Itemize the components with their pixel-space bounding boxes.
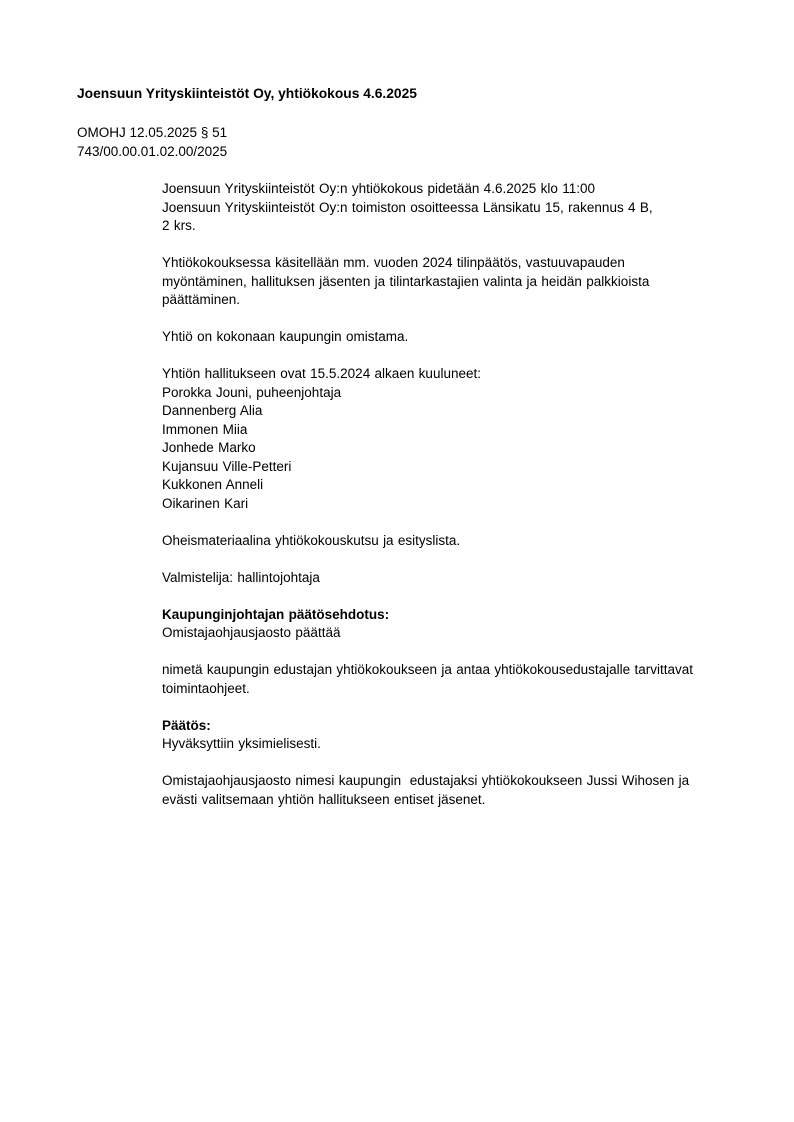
paragraph [162,772,752,809]
meta-line: OMOHJ 12.05.2025 § 51 [77,125,228,140]
text-line: Joensuun Yrityskiinteistöt Oy:n toimiston osoitteessa Länsikatu 15, rakennus 4 B, [162,199,653,215]
text-line: myöntäminen, hallituksen jäsenten ja tilintarkastajien valinta ja heidän palkkioista [162,273,650,289]
document-meta [77,124,227,161]
text-line: Kujansuu Ville-Petteri [162,458,292,474]
text-line: Yhtiö on kokonaan kaupungin omistama. [162,329,409,344]
text-line: Hyväksyttiin yksimielisesti. [162,736,321,751]
paragraph-heading: Kaupunginjohtajan päätösehdotus: [162,606,390,622]
paragraph [162,365,752,513]
document-body [162,180,752,828]
text-line: Immonen Miia [162,421,248,437]
text-line: Yhtiön hallitukseen ovat 15.5.2024 alkaen kuuluneet: [162,366,481,381]
paragraph-heading: Päätös: [162,717,211,733]
text-line: toimintaohjeet. [162,680,250,696]
text-line: 2 krs. [162,218,196,233]
text-line: Oheismateriaalina yhtiökokouskutsu ja esityslista. [162,532,461,548]
paragraph [162,532,752,551]
paragraph [162,606,752,643]
text-line: Kukkonen Anneli [162,477,264,492]
paragraph [162,569,752,588]
text-line: päättäminen. [162,292,241,307]
paragraph [162,661,752,698]
text-line: Omistajaohjausjaosto päättää [162,625,341,640]
text-line: Yhtiökokouksessa käsitellään mm. vuoden 2024 tilinpäätös, vastuuvapauden [162,255,625,270]
text-line: nimetä kaupungin edustajan yhtiökokoukseen ja antaa yhtiökokousedustajalle tarvittavat [162,662,694,677]
text-line: Omistajaohjausjaosto nimesi kaupungin edustajaksi yhtiökokoukseen Jussi Wihosen ja [162,773,690,788]
paragraph [162,254,752,310]
meta-line: 743/00.00.01.02.00/2025 [77,143,228,159]
text-line: evästi valitsemaan yhtiön hallitukseen entiset jäsenet. [162,791,486,807]
text-line: Porokka Jouni, puheenjohtaja [162,384,342,400]
paragraph [162,180,752,236]
text-line: Joensuun Yrityskiinteistöt Oy:n yhtiökokous pidetään 4.6.2025 klo 11:00 [162,181,595,196]
text-line: Jonhede Marko [162,440,256,455]
paragraph [162,717,752,754]
text-line: Oikarinen Kari [162,495,249,511]
document-title: Joensuun Yrityskiinteistöt Oy, yhtiökokous 4.6.2025 [77,86,417,101]
paragraph [162,328,752,347]
text-line: Valmistelija: hallintojohtaja [162,569,320,585]
text-line: Dannenberg Alia [162,403,263,418]
